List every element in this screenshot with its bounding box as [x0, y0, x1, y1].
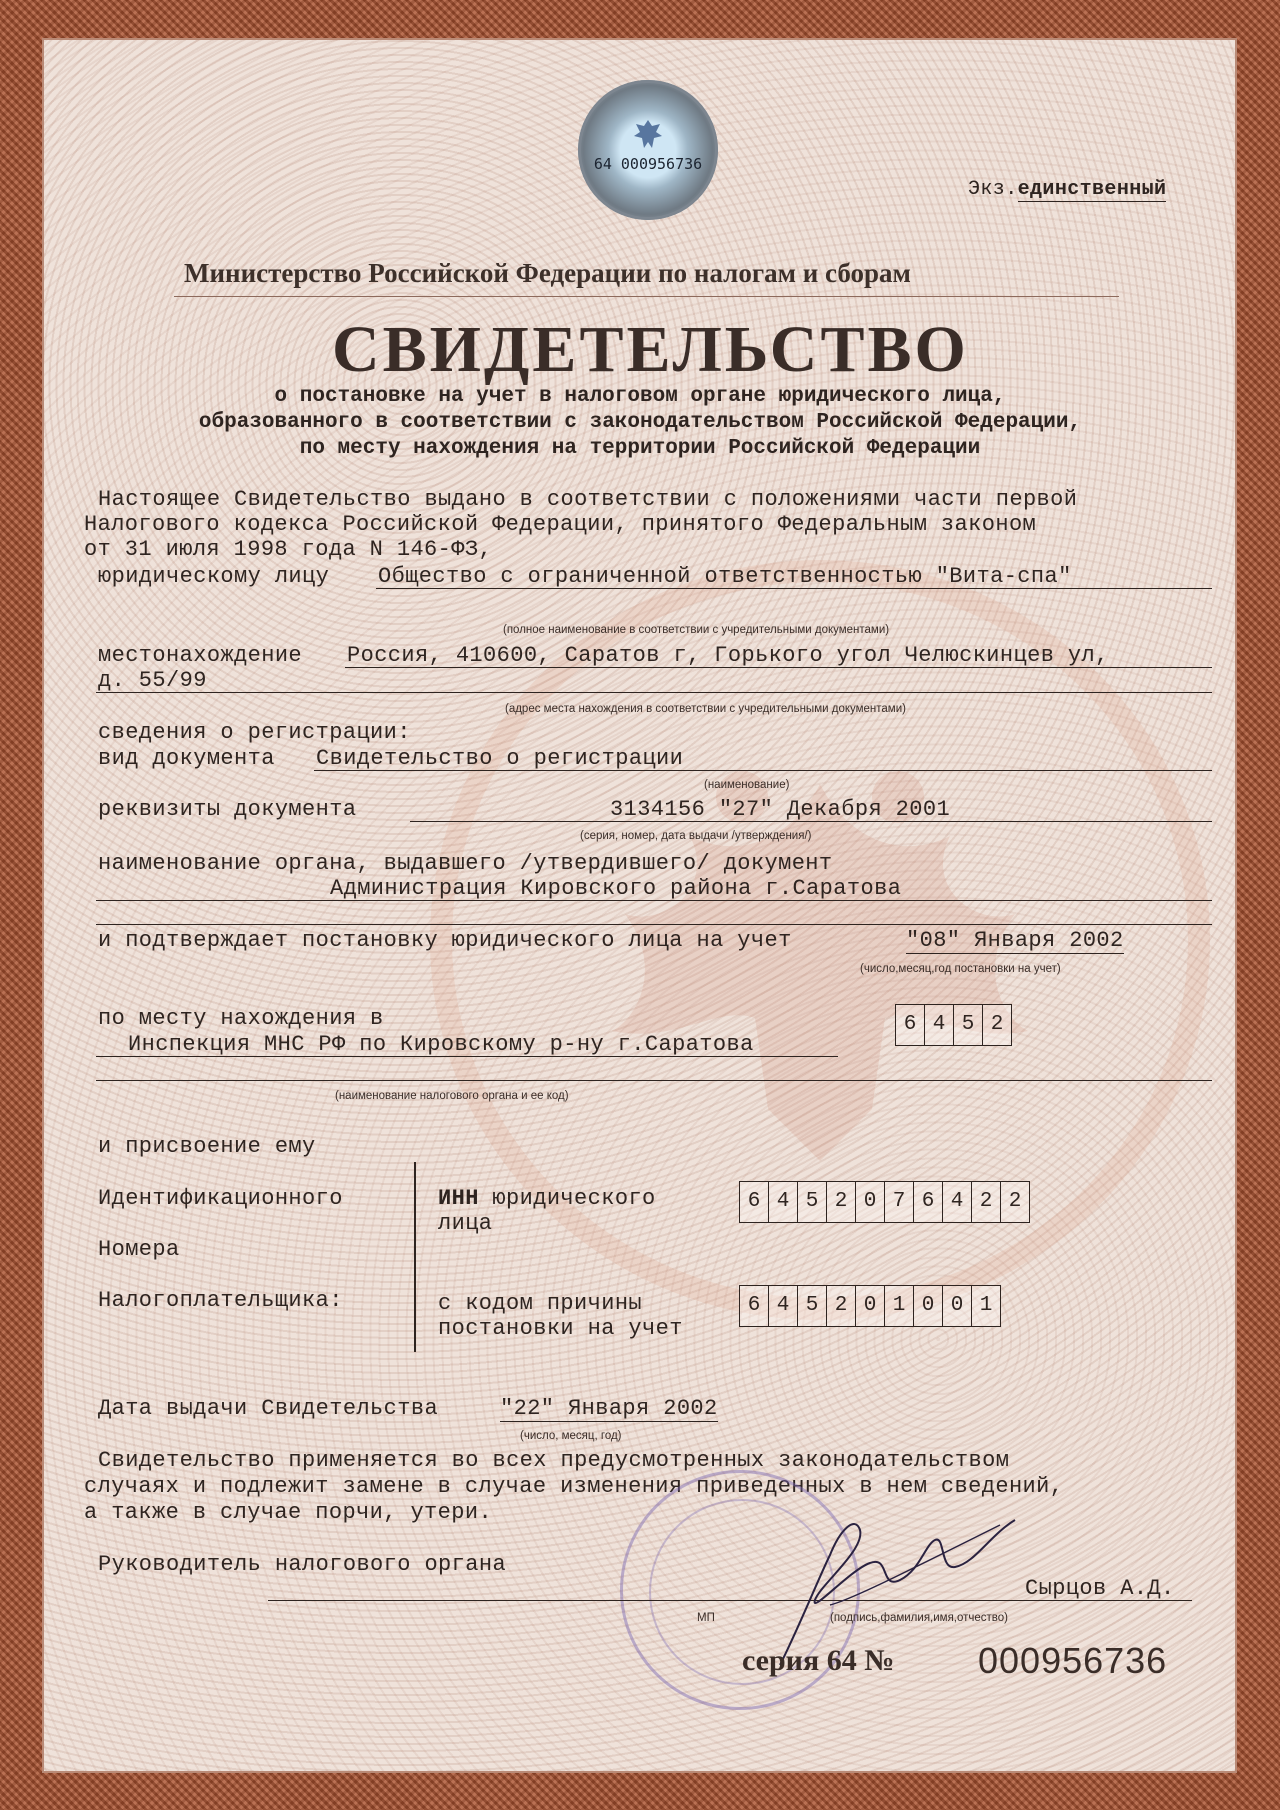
inn-label-line-2: лица: [438, 1211, 493, 1236]
intro-line-1: Настоящее Свидетельство выдано в соответствии с положениями части первой: [98, 487, 1078, 512]
kpp-digit: 0: [943, 1286, 972, 1326]
details-underline: [410, 821, 1212, 822]
copy-value: единственный: [1017, 178, 1167, 201]
inn-digit: 6: [914, 1182, 943, 1222]
assignment-left-2: Номера: [98, 1237, 180, 1262]
tax-office-code-cells: [895, 1004, 1012, 1046]
kpp-digit: 2: [827, 1286, 856, 1326]
details-caption: (серия, номер, дата выдачи /утверждения/): [580, 830, 812, 842]
registration-heading: сведения о регистрации:: [98, 720, 411, 745]
inn-abbr: ИНН: [438, 1186, 479, 1211]
copy-label: Экз.: [968, 178, 1018, 201]
issue-caption: (число, месяц, год): [520, 1430, 622, 1442]
ministry-name: Министерство Российской Федерации по налогам и сборам: [184, 258, 911, 288]
issuer-extra-line: [96, 924, 1212, 925]
kpp-digit: 0: [914, 1286, 943, 1326]
assignment-left-3: Налогоплательщика:: [98, 1288, 343, 1313]
inn-digit: 2: [827, 1182, 856, 1222]
tax-office-value: Инспекция МНС РФ по Кировскому р-ну г.Саратова: [128, 1032, 754, 1057]
inn-cells: [739, 1181, 1030, 1223]
entity-name: Общество с ограниченной ответственностью "Вита-спа": [378, 564, 1072, 589]
kpp-digit: 4: [769, 1286, 798, 1326]
confirmation-text: и подтверждает постановку юридического лица на учет: [98, 928, 792, 953]
tax-office-caption: (наименование налогового органа и ее код): [335, 1090, 569, 1102]
tax-office-label: по месту нахождения в: [98, 1006, 384, 1031]
assignment-divider: [414, 1162, 416, 1352]
details-label: реквизиты документа: [98, 797, 357, 822]
issuer-label: наименование органа, выдавшего /утвердившего/ документ: [98, 851, 833, 876]
inn-digit: 2: [1008, 1190, 1022, 1213]
series-label: серия 64 №: [742, 1644, 895, 1677]
assignment-left-1: Идентификационного: [98, 1186, 343, 1211]
signatory-name: Сырцов А.Д.: [1025, 1576, 1175, 1601]
kpp-digit: 1: [885, 1286, 914, 1326]
entity-underline: [376, 588, 1212, 589]
subtitle-line-3: по месту нахождения на территории Российской Федерации: [299, 437, 981, 460]
usage-line-1: Свидетельство применяется во всех предусмотренных законодательством: [98, 1448, 1010, 1473]
code-digit: 5: [954, 1005, 983, 1045]
hologram-number: 64 000956736: [593, 155, 703, 173]
kpp-label-line-2: постановки на учет: [438, 1316, 683, 1341]
series-number: 000956736: [978, 1640, 1168, 1681]
tax-office-extra-line: [96, 1080, 1212, 1081]
eagle-emblem-icon: [630, 116, 666, 152]
entity-caption: (полное наименование в соответствии с учредительными документами): [503, 624, 890, 636]
subtitle-line-2: образованного в соответствии с законодательством Российской Федерации,: [198, 411, 1082, 434]
ministry-rule: [174, 296, 1119, 297]
location-caption: (адрес места нахождения в соответствии с учредительными документами): [505, 703, 906, 715]
kpp-cells: [739, 1285, 1001, 1327]
tax-office-underline: [96, 1056, 838, 1057]
mp-label: МП: [697, 1612, 715, 1624]
signature-role: Руководитель налогового органа: [98, 1552, 507, 1577]
details-value: 3134156 "27" Декабря 2001: [610, 797, 951, 822]
entity-label: юридическому лицу: [98, 564, 330, 589]
location-underline-1: [345, 667, 1212, 668]
doc-type-caption: (наименование): [704, 779, 790, 791]
code-digit: 6: [896, 1005, 925, 1045]
inn-label-text: юридического: [492, 1186, 656, 1211]
kpp-digit: 0: [856, 1286, 885, 1326]
location-value-line-2: д. 55/99: [98, 668, 207, 693]
kpp-digit: 5: [798, 1286, 827, 1326]
code-digit: 2: [990, 1013, 1004, 1036]
confirmation-date: "08" Января 2002: [906, 928, 1124, 953]
inn-digit: 4: [769, 1182, 798, 1222]
usage-line-3: а также в случае порчи, утери.: [84, 1500, 493, 1525]
doc-type-value: Свидетельство о регистрации: [316, 746, 684, 771]
inn-label-line-1: [438, 1186, 656, 1211]
location-label: местонахождение: [98, 643, 303, 668]
confirmation-caption: (число,месяц,год постановки на учет): [860, 963, 1061, 975]
issuer-value: Администрация Кировского района г.Саратова: [330, 876, 902, 901]
kpp-digit: 1: [979, 1294, 993, 1317]
document-title: СВИДЕТЕЛЬСТВО: [332, 313, 969, 386]
inn-digit: 7: [885, 1182, 914, 1222]
assignment-intro: и присвоение ему: [98, 1134, 316, 1159]
usage-line-2: случаях и подлежит замене в случае изменения приведенных в нем сведений,: [84, 1474, 1064, 1499]
inn-digit: 0: [856, 1182, 885, 1222]
inn-digit: 4: [943, 1182, 972, 1222]
doc-type-label: вид документа: [98, 746, 275, 771]
issue-date: "22" Января 2002: [500, 1396, 718, 1421]
hologram-seal: [578, 80, 718, 220]
doc-type-underline: [314, 770, 1212, 771]
issue-label: Дата выдачи Свидетельства: [98, 1396, 439, 1421]
subtitle-line-1: о постановке на учет в налоговом органе юридического лица,: [274, 385, 1006, 408]
inn-digit: 2: [972, 1182, 1001, 1222]
signature-caption: (подпись,фамилия,имя,отчество): [830, 1612, 1009, 1624]
code-digit: 4: [925, 1005, 954, 1045]
copy-line: [968, 178, 1166, 201]
issuer-underline: [96, 900, 1212, 901]
location-value-line-1: Россия, 410600, Саратов г, Горького угол Челюскинцев ул,: [347, 643, 1109, 668]
inn-digit: 5: [798, 1182, 827, 1222]
intro-line-2: Налогового кодекса Российской Федерации, принятого Федеральным законом: [84, 512, 1037, 537]
kpp-label-line-1: с кодом причины: [438, 1291, 643, 1316]
location-underline-2: [96, 692, 1212, 693]
inn-digit: 6: [740, 1182, 769, 1222]
kpp-digit: 6: [740, 1286, 769, 1326]
intro-line-3: от 31 июля 1998 года N 146-ФЗ,: [84, 537, 493, 562]
